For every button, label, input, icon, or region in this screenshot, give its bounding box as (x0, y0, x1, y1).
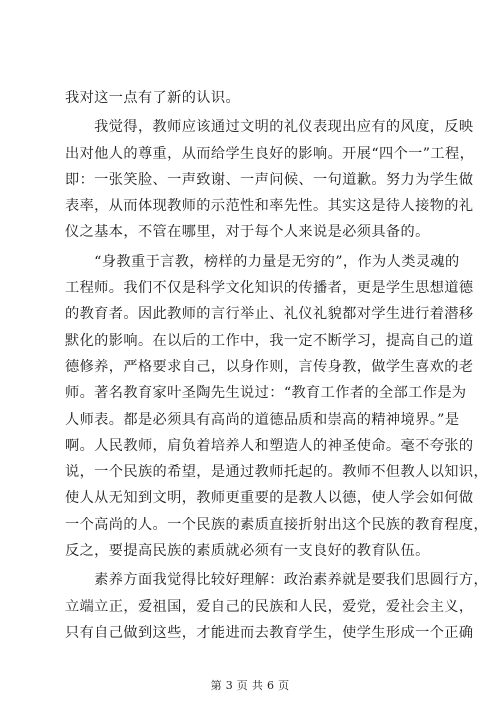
paragraph-2 (65, 114, 475, 245)
text-line: 的教育者。因此教师的言行举止、礼仪礼貌都对学生进行着潜移 (65, 306, 474, 323)
text-line: 师。著名教育家叶圣陶先生说过：“教育工作者的全部工作是为 (65, 385, 467, 402)
text-line: 使人从无知到文明，教师更重要的是教人以德，使人学会如何做 (65, 490, 474, 507)
text-line: “身教重于言教，榜样的力量是无穷的”，作为人类灵魂的 (65, 253, 460, 270)
text-line: 立端立正，爱祖国，爱自己的民族和人民，爱党，爱社会主义， (65, 598, 474, 615)
text-line: 说，一个民族的希望，是通过教师托起的。教师不但教人以知识， (65, 464, 489, 481)
paragraph-3 (65, 249, 489, 565)
text-line: 素养方面我觉得比较好理解：政治素养就是要我们思圆行方， (65, 572, 489, 589)
text-line: 工程师。我们不仅是科学文化知识的传播者，更是学生思想道德 (65, 280, 474, 297)
text-line: 人师表。都是必须具有高尚的道德品质和崇高的精神境界。”是 (65, 411, 460, 428)
text-line: 一个高尚的人。一个民族的素质直接折射出这个民族的教育程度， (65, 516, 489, 533)
text-line: 出对他人的尊重，从而给学生良好的影响。开展“四个一”工程， (65, 145, 475, 162)
document-body (65, 85, 489, 646)
text-line: 即：一张笑脸、一声致谢、一声问候、一句道歉。努力为学生做 (65, 171, 474, 188)
text-line: 仪之基本，不管在哪里，对于每个人来说是必须具备的。 (65, 224, 430, 241)
text-line: 只有自己做到这些，才能进而去教育学生，使学生形成一个正确 (65, 624, 474, 641)
text-line: 啊。人民教师，肩负着培养人和塑造人的神圣使命。毫不夸张的 (65, 437, 474, 454)
text-line: 我对这一点有了新的认识。 (65, 90, 241, 106)
text-line: 表率，从而体现教师的示范性和率先性。其实这是待人接物的礼 (65, 198, 474, 215)
text-line: 反之，要提高民族的素质就必须有一支良好的教育队伍。 (65, 543, 430, 560)
text-line: 德修养，严格要求自己，以身作则，言传身教，做学生喜欢的老 (65, 358, 474, 375)
text-line: 我觉得，教师应该通过文明的礼仪表现出应有的风度，反映 (65, 119, 474, 136)
page-footer (0, 677, 500, 693)
paragraph-4 (65, 567, 489, 646)
text-line: 默化的影响。在以后的工作中，我一定不断学习，提高自己的道 (65, 332, 474, 349)
paragraph-1 (65, 85, 440, 111)
page-number: 第 3 页 共 6 页 (210, 679, 290, 692)
